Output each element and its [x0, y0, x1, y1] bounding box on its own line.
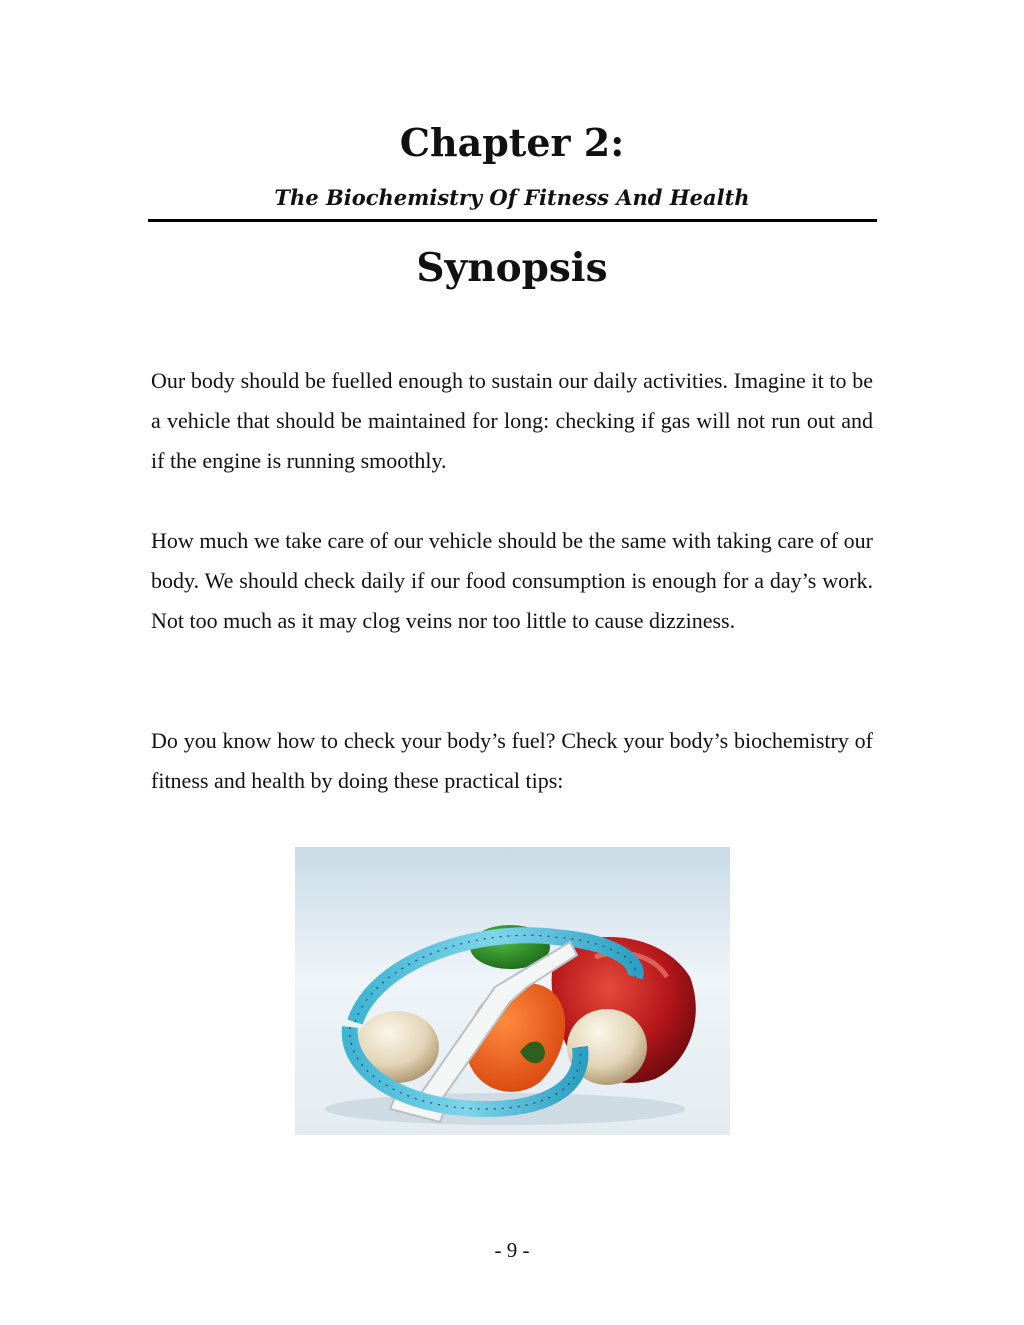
vegetables-measuring-tape-image	[295, 847, 730, 1135]
paragraph-1: Our body should be fuelled enough to sustain our daily activities. Imagine it to be a vehicle that should be maintained for long: checking if gas will not run out and if the engine is running smoothly.	[151, 368, 873, 473]
section-title: Synopsis	[416, 245, 608, 291]
page-number: - 9 -	[494, 1238, 530, 1262]
paragraph-2: How much we take care of our vehicle should be the same with taking care of our body. We should check daily if our food consumption is enough for a day’s work. Not too much as it may clog veins nor too little to cause dizziness.	[151, 528, 873, 633]
paragraph-3: Do you know how to check your body’s fuel? Check your body’s biochemistry of fitness and health by doing these practical tips:	[151, 728, 873, 793]
title-divider	[148, 219, 877, 222]
chapter-title: Chapter 2:	[399, 120, 625, 165]
chapter-subtitle: The Biochemistry Of Fitness And Health	[274, 185, 750, 210]
